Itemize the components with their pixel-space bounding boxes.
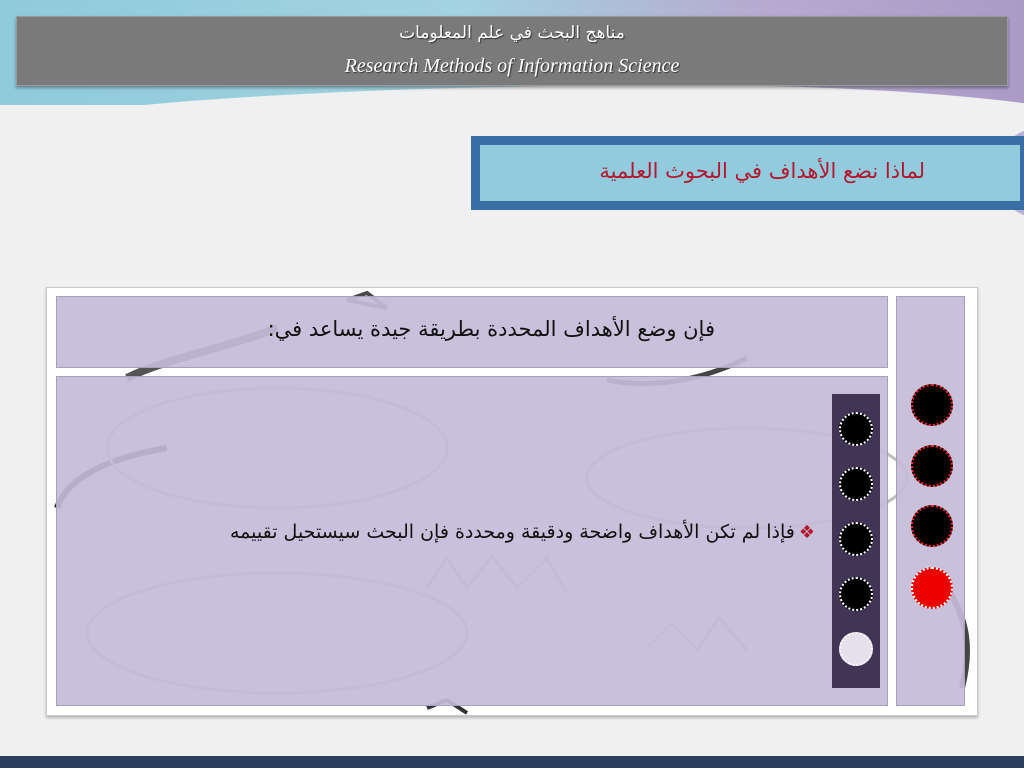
course-title-arabic: مناهج البحث في علم المعلومات (399, 23, 625, 43)
slide-heading: لماذا نضع الأهداف في البحوث العلمية (599, 159, 925, 183)
nav-dot (839, 577, 873, 611)
intro-text: فإن وضع الأهداف المحددة بطريقة جيدة يساعد في: (267, 317, 715, 341)
side-box (896, 296, 965, 706)
nav-dot (839, 467, 873, 501)
bullet-text: فإذا لم تكن الأهداف واضحة ودقيقة ومحددة فإن البحث سيستحيل تقييمه (229, 521, 795, 543)
slide-heading-inner (480, 145, 1020, 201)
nav-dot (839, 412, 873, 446)
footer-bar (0, 756, 1024, 768)
side-dot-active (911, 567, 953, 609)
content-panel (46, 287, 978, 716)
slide-heading-box (471, 136, 1024, 210)
course-title-english: Research Methods of Information Science (344, 55, 680, 77)
side-dot (911, 445, 953, 487)
dot-column (832, 394, 880, 688)
side-dot (911, 384, 953, 426)
diamond-bullet-icon: ❖ (798, 522, 815, 543)
nav-dot-current (839, 632, 873, 666)
intro-box (56, 296, 888, 368)
title-bar (16, 16, 1008, 86)
bullet-item (230, 521, 815, 543)
nav-dot (839, 522, 873, 556)
side-dot (911, 505, 953, 547)
